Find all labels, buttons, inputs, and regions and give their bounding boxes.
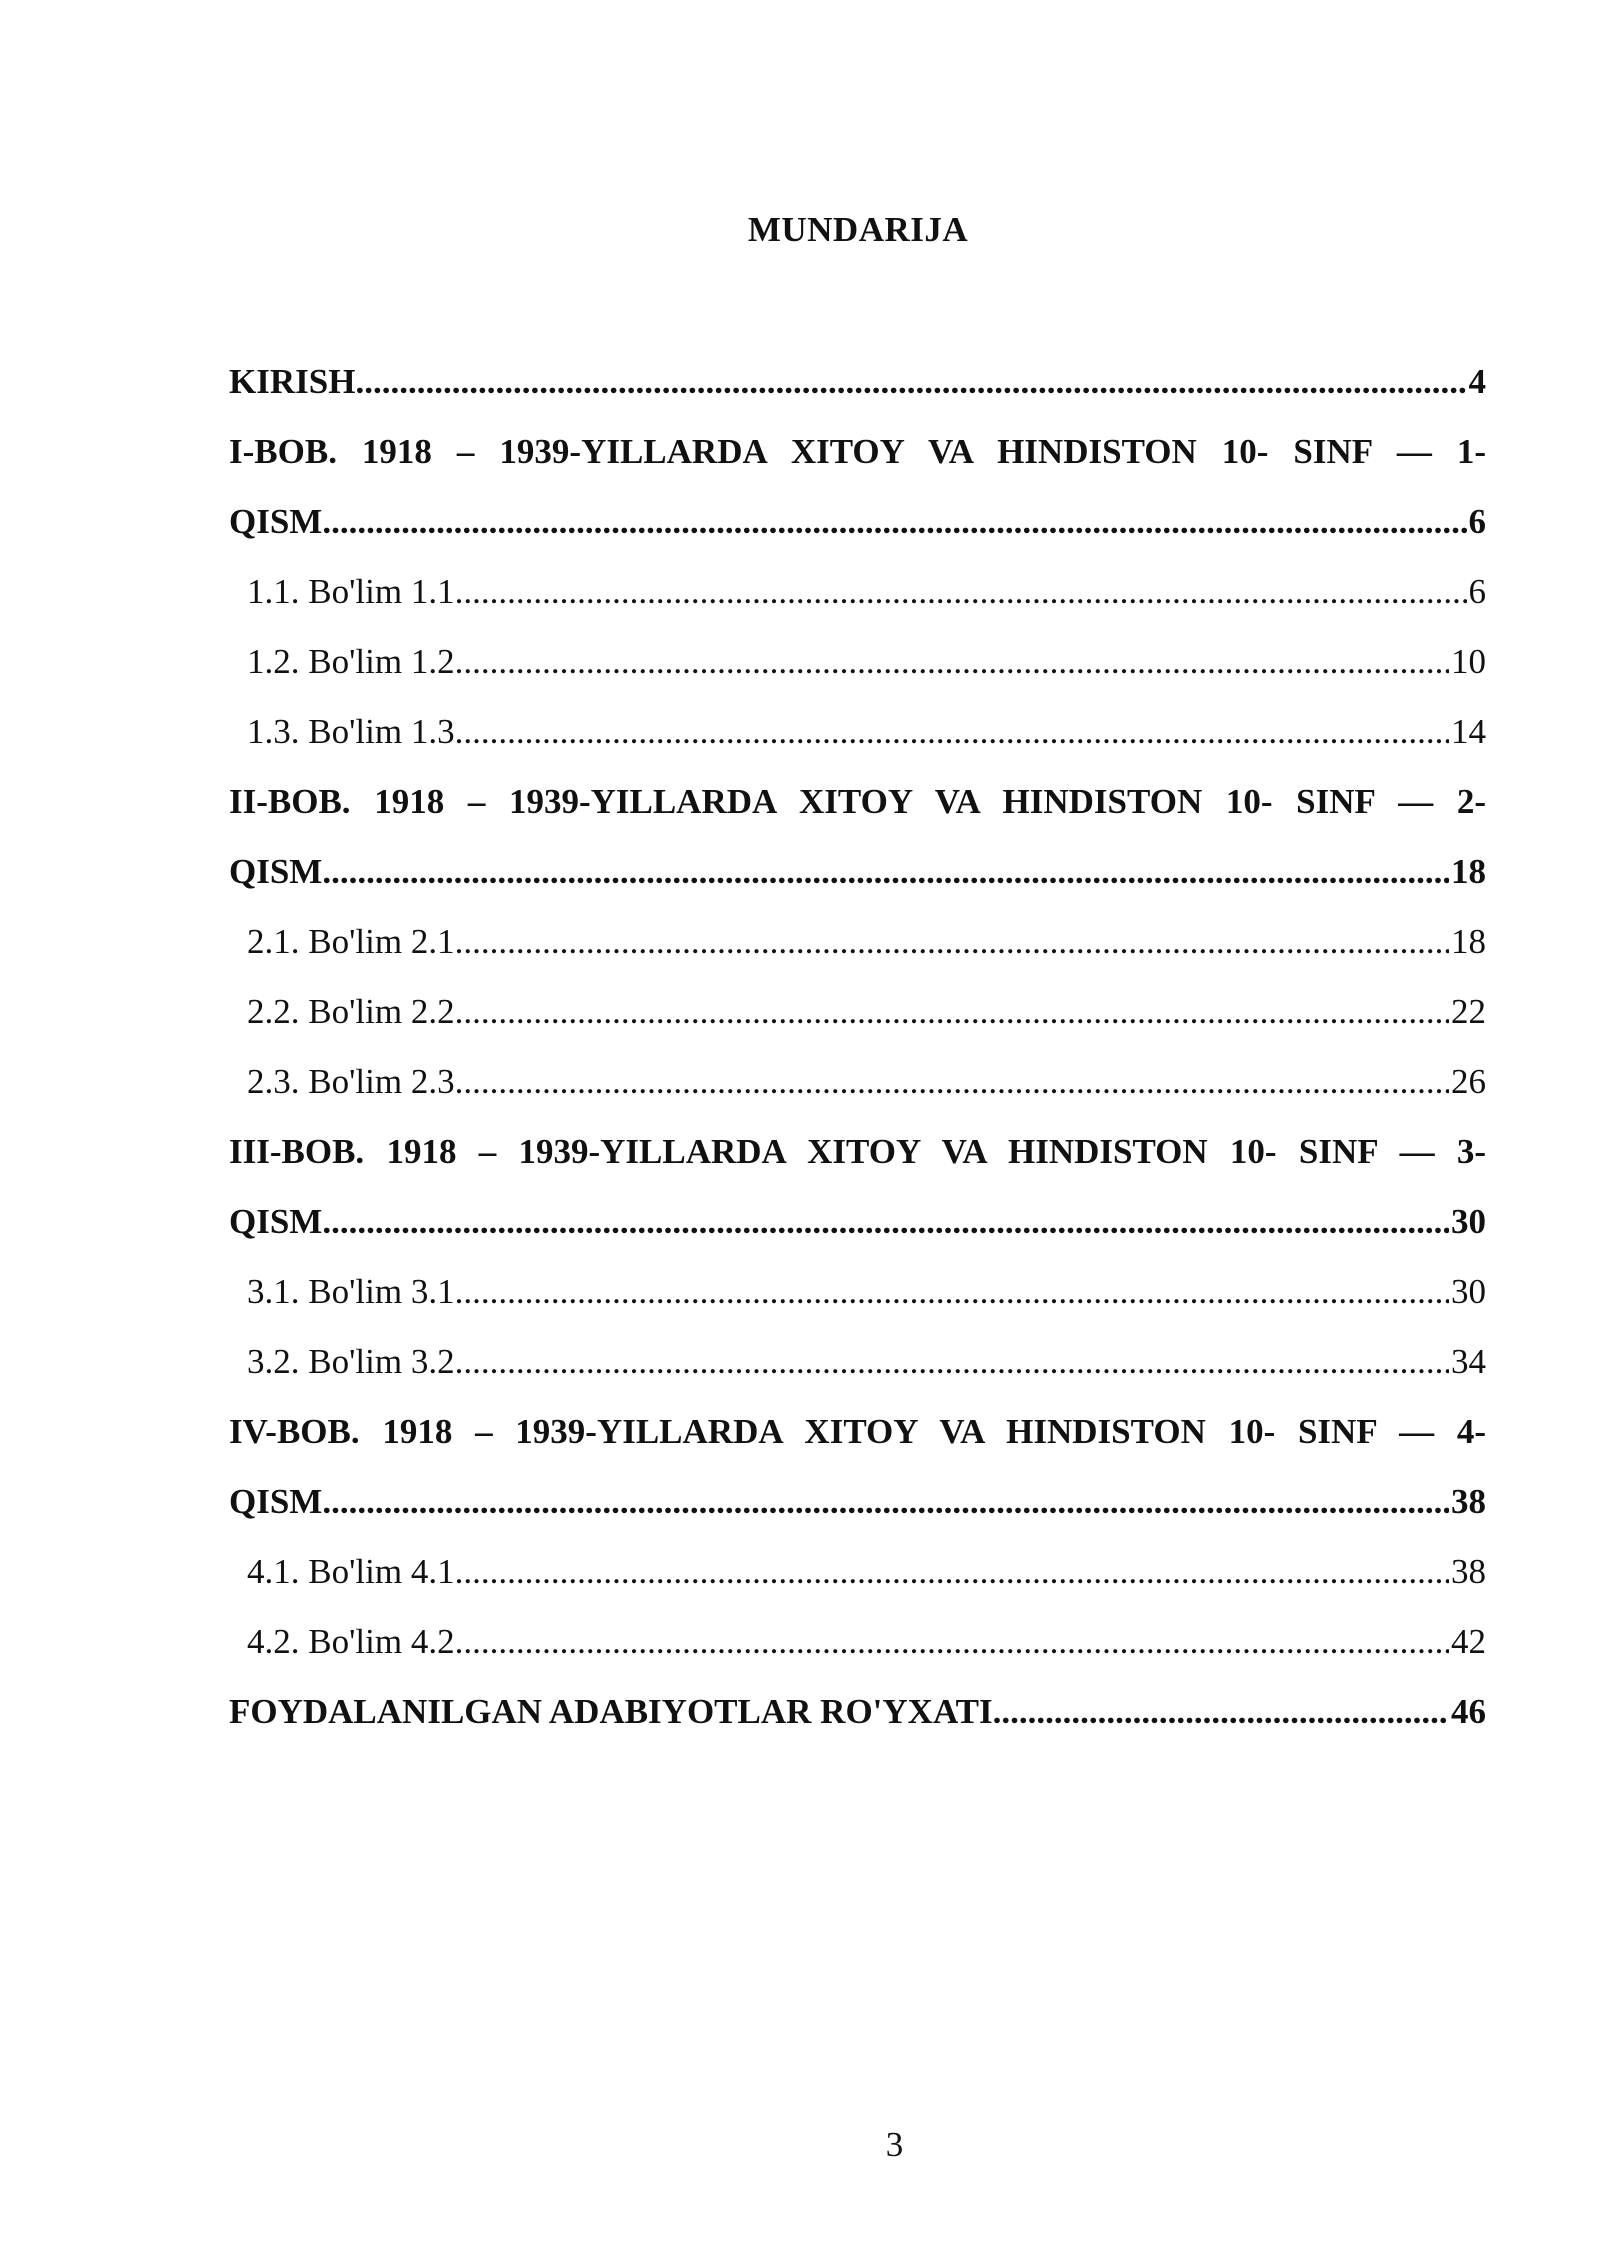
toc-entry-page: 46: [1451, 1692, 1486, 1731]
toc-chapter-2-title[interactable]: [229, 767, 1486, 837]
toc-section-3-1[interactable]: [229, 1257, 1486, 1327]
dot-leader: [455, 1257, 1449, 1327]
page-number: 3: [885, 2125, 904, 2164]
dot-leader: [455, 907, 1449, 977]
toc-entry-page: 14: [1451, 712, 1486, 751]
toc-entry-page: 10: [1451, 642, 1486, 681]
toc-entry-page: 22: [1451, 992, 1486, 1031]
toc-chapter-label: QISM: [229, 1202, 323, 1241]
toc-section-4-2[interactable]: [229, 1607, 1486, 1677]
toc-entry-page: 18: [1451, 922, 1486, 961]
toc-section-1-3[interactable]: [229, 697, 1486, 767]
toc-entry-label: KIRISH: [229, 362, 356, 401]
toc-chapter-label: QISM: [229, 1482, 323, 1521]
dot-leader: [455, 1537, 1449, 1607]
dot-leader: [322, 487, 1466, 557]
dot-leader: [455, 627, 1449, 697]
toc-chapter-label: QISM: [229, 852, 323, 891]
dot-leader: [322, 1467, 1449, 1537]
dot-leader: [455, 557, 1467, 627]
toc-section-2-1[interactable]: [229, 907, 1486, 977]
toc-entry-label: 2.3. Bo'lim 2.3: [247, 1062, 455, 1101]
toc-entry-page: 4: [1468, 362, 1486, 401]
toc-entry-label: FOYDALANILGAN ADABIYOTLAR RO'YXATI: [229, 1692, 993, 1731]
toc-chapter-label: IV-BOB. 1918 – 1939-YILLARDA XITOY VA HINDISTON 10- SINF — 4-: [229, 1412, 1486, 1451]
dot-leader: [993, 1677, 1449, 1747]
toc-section-1-2[interactable]: [229, 627, 1486, 697]
toc-entry-page: 38: [1451, 1552, 1486, 1591]
toc-chapter-label: I-BOB. 1918 – 1939-YILLARDA XITOY VA HINDISTON 10- SINF — 1-: [229, 432, 1486, 471]
toc-entry-page: 6: [1468, 572, 1486, 611]
toc-chapter-4-title[interactable]: [229, 1397, 1486, 1467]
toc-section-3-2[interactable]: [229, 1327, 1486, 1397]
dot-leader: [322, 837, 1449, 907]
toc-entry-kirish[interactable]: [229, 347, 1486, 417]
toc-chapter-4-continuation[interactable]: [229, 1467, 1486, 1537]
toc-entry-label: 3.2. Bo'lim 3.2: [247, 1342, 455, 1381]
toc-entry-page: 30: [1451, 1272, 1486, 1311]
dot-leader: [455, 1047, 1449, 1117]
dot-leader: [455, 1607, 1449, 1677]
toc-chapter-2-continuation[interactable]: [229, 837, 1486, 907]
toc-entry-label: 4.1. Bo'lim 4.1: [247, 1552, 455, 1591]
toc-chapter-label: II-BOB. 1918 – 1939-YILLARDA XITOY VA HINDISTON 10- SINF — 2-: [229, 782, 1486, 821]
toc-chapter-label: QISM: [229, 502, 323, 541]
page-title: MUNDARIJA: [747, 210, 969, 249]
toc-entry-label: 3.1. Bo'lim 3.1: [247, 1272, 455, 1311]
toc-entry-label: 1.1. Bo'lim 1.1: [247, 572, 455, 611]
toc-entry-label: 2.2. Bo'lim 2.2: [247, 992, 455, 1031]
dot-leader: [322, 1187, 1449, 1257]
toc-chapter-label: III-BOB. 1918 – 1939-YILLARDA XITOY VA HINDISTON 10- SINF — 3-: [229, 1132, 1486, 1171]
toc-chapter-1-continuation[interactable]: [229, 487, 1486, 557]
toc-chapter-3-continuation[interactable]: [229, 1187, 1486, 1257]
toc-section-2-3[interactable]: [229, 1047, 1486, 1117]
toc-section-1-1[interactable]: [229, 557, 1486, 627]
toc-entry-page: 6: [1468, 502, 1486, 541]
toc-entry-adabiyotlar[interactable]: [229, 1677, 1486, 1747]
toc-chapter-1-title[interactable]: [229, 417, 1486, 487]
table-of-contents: [229, 347, 1486, 1747]
toc-entry-label: 1.2. Bo'lim 1.2: [247, 642, 455, 681]
toc-entry-page: 34: [1451, 1342, 1486, 1381]
toc-entry-label: 1.3. Bo'lim 1.3: [247, 712, 455, 751]
toc-entry-page: 38: [1451, 1482, 1486, 1521]
toc-entry-page: 42: [1451, 1622, 1486, 1661]
toc-entry-page: 26: [1451, 1062, 1486, 1101]
dot-leader: [455, 1327, 1449, 1397]
dot-leader: [455, 977, 1449, 1047]
dot-leader: [355, 347, 1466, 417]
toc-chapter-3-title[interactable]: [229, 1117, 1486, 1187]
toc-entry-label: 4.2. Bo'lim 4.2: [247, 1622, 455, 1661]
toc-entry-page: 18: [1451, 852, 1486, 891]
toc-section-2-2[interactable]: [229, 977, 1486, 1047]
toc-section-4-1[interactable]: [229, 1537, 1486, 1607]
toc-entry-page: 30: [1451, 1202, 1486, 1241]
toc-entry-label: 2.1. Bo'lim 2.1: [247, 922, 455, 961]
dot-leader: [455, 697, 1449, 767]
